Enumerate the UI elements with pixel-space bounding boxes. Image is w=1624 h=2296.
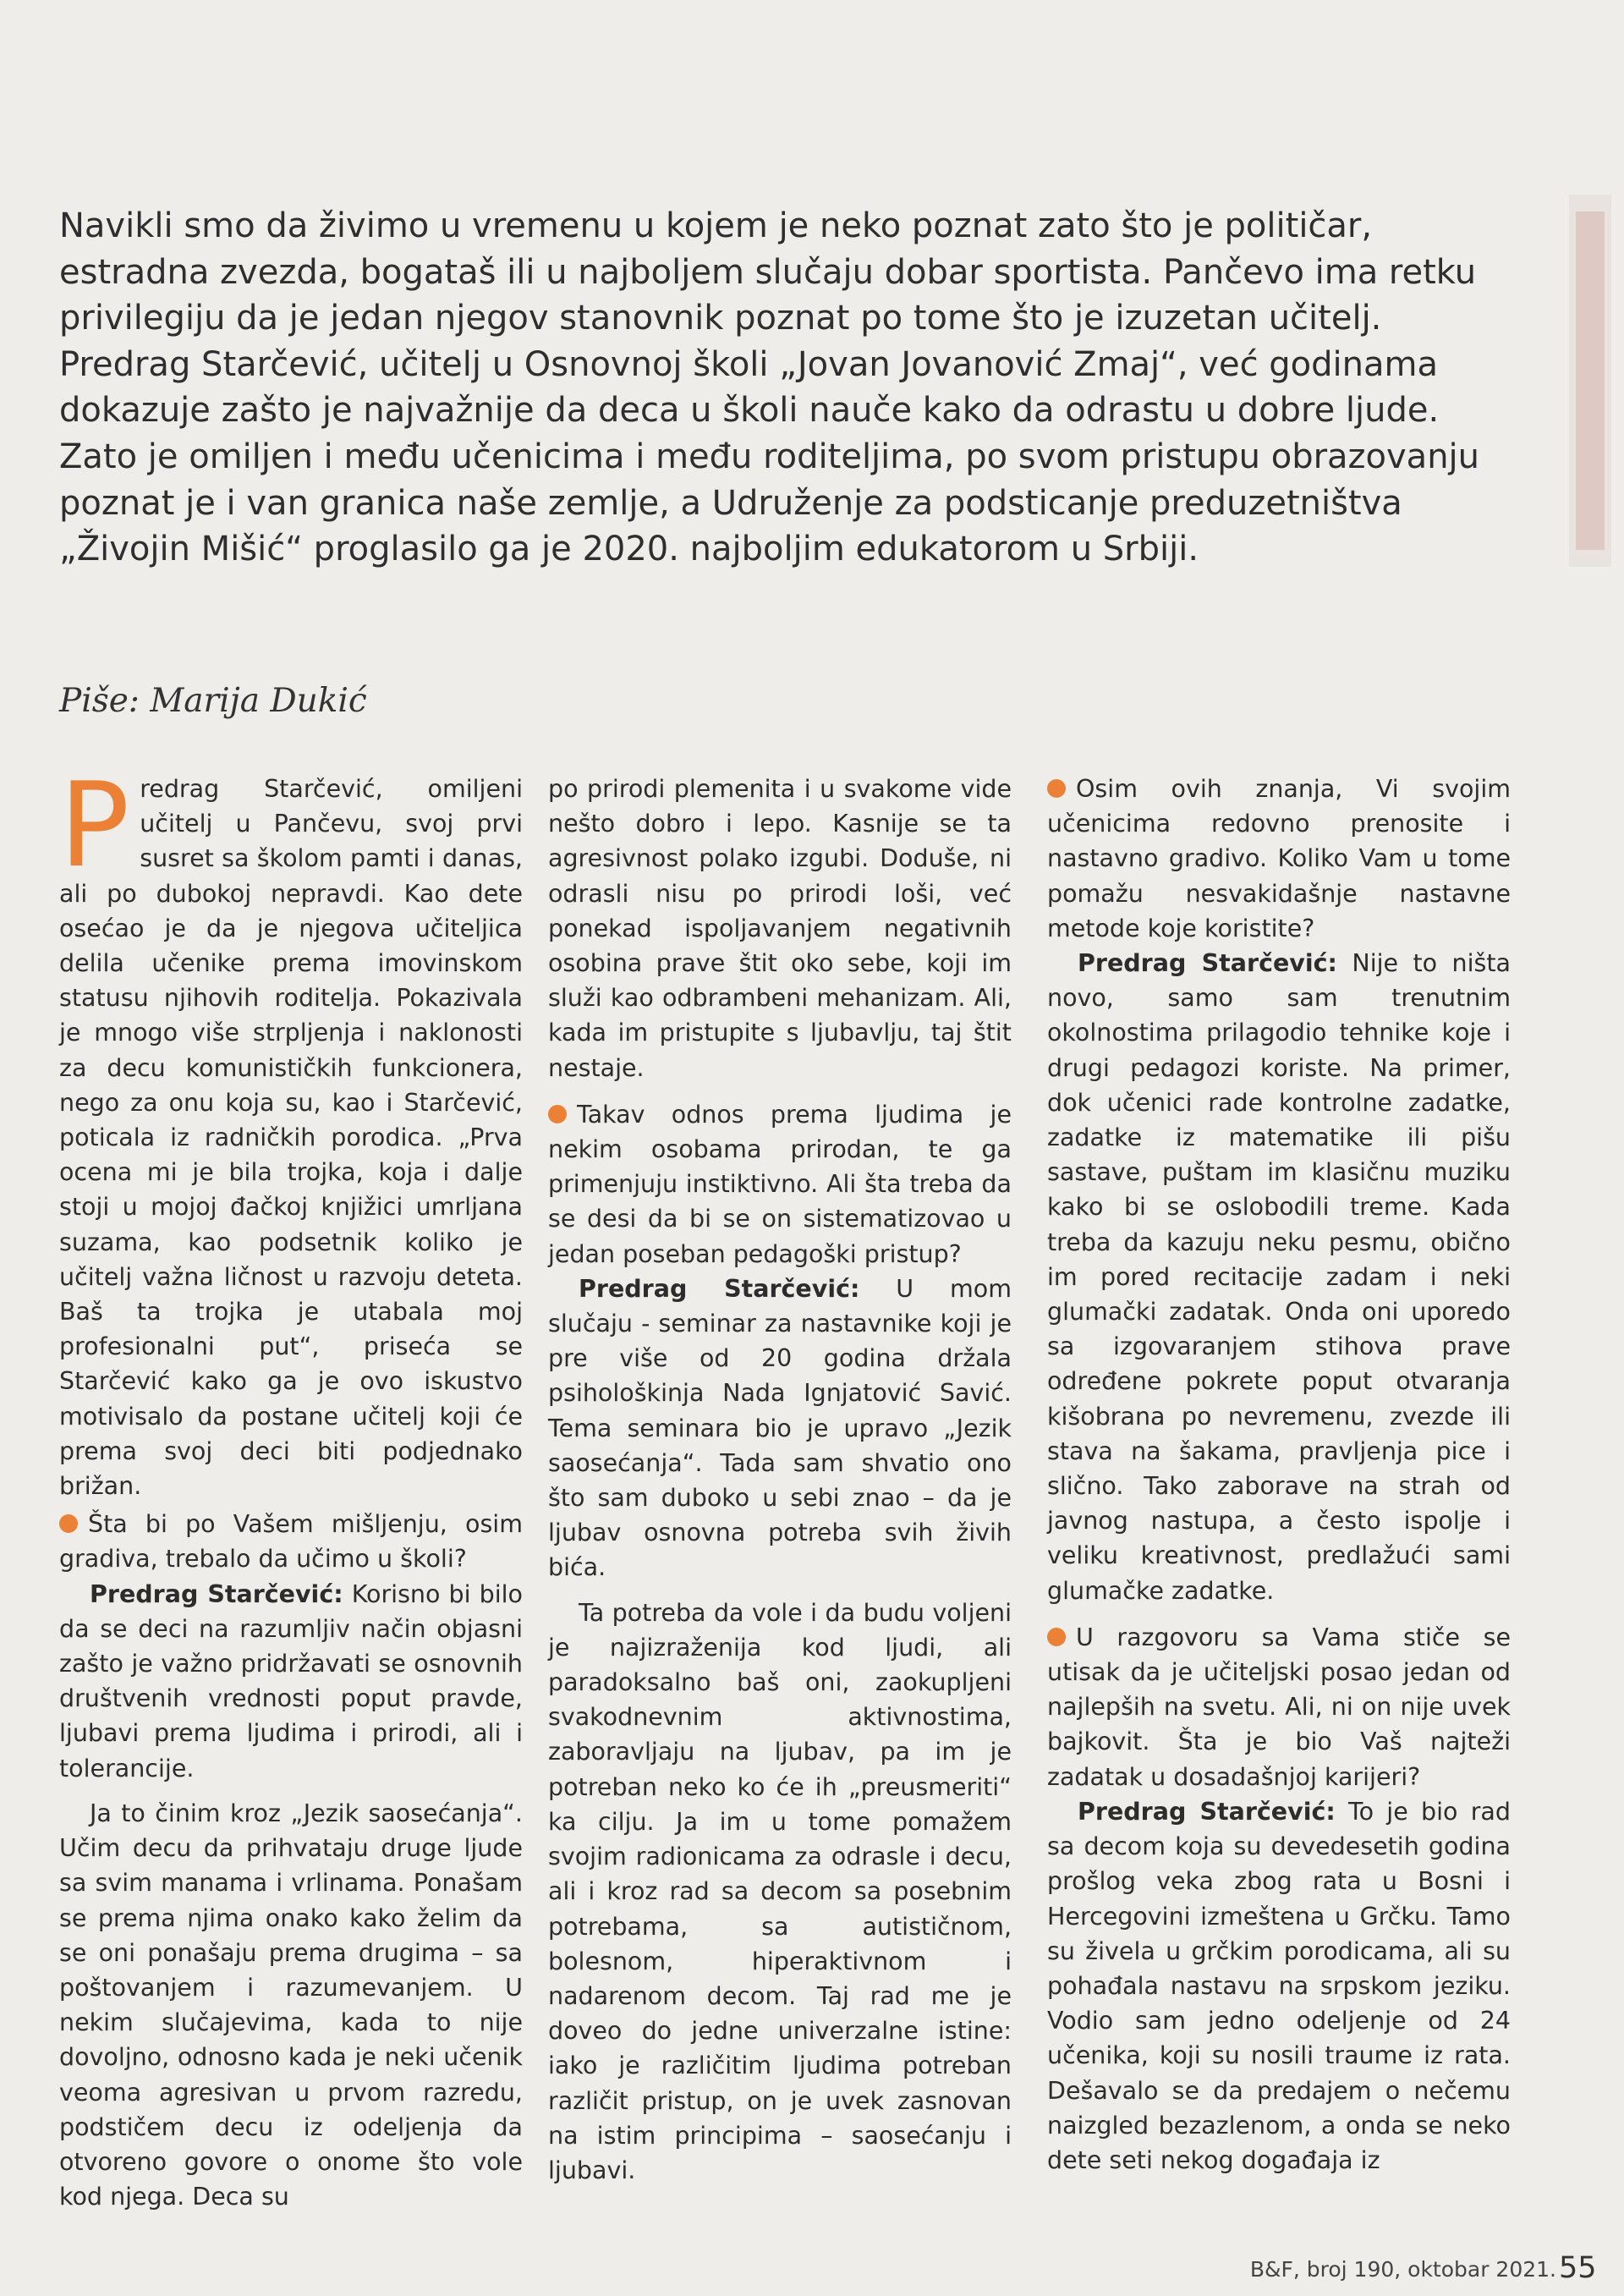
byline: Piše: Marija Dukić	[59, 682, 367, 720]
orange-bullet-icon	[1047, 1628, 1066, 1646]
orange-bullet-icon	[59, 1514, 78, 1533]
adjacent-page-edge	[1569, 195, 1611, 567]
column-2	[548, 772, 1012, 2188]
column-3	[1047, 772, 1511, 2178]
question	[1047, 1620, 1511, 1794]
question	[548, 1097, 1012, 1272]
intro-text: redrag Starčević, omiljeni učitelj u Pančevu, svoj prvi susret sa školom pamti i danas, ali po dubokoj nepravdi. Kao dete osećao je da je njegova učiteljica delila učenike prema imovinskom statusu njihovih roditelja. Pokazivala je mnogo više strpljenja i naklonosti za decu komunističkih funkcionera, nego za onu koja su, kao i Starčević, poticala iz radničkih porodica. „Prva ocena mi je bila trojka, koja i dalje stoji u mojoj đačkoj knjižici umrljana suzama, kao podsetnik koliko je učitelj važna ličnost u razvoju deteta. Baš ta trojka je utabala moj profesionalni put“, priseća se Starčević kako ga je ovo iskustvo motivisalo da postane učitelj koji će prema svoj deci biti podjednako brižan.	[59, 775, 523, 1501]
orange-bullet-icon	[548, 1105, 567, 1123]
speaker-label: Predrag Starčević:	[1078, 949, 1337, 978]
question	[59, 1507, 523, 1576]
intro-paragraph	[59, 757, 523, 1503]
article-lead: Navikli smo da živimo u vremenu u kojem je neko poznat zato što je političar, estradna zvezda, bogataš ili u najboljem slučaju dobar sportista. Pančevo ima retku privilegiju da je jedan njegov stanovnik poznat po tome što je izuzetan učitelj. Predrag Starčević, učitelj u Osnovnoj školi „Jovan Jovanović Zmaj“, već godinama dokazuje zašto je najvažnije da deca u školi nauče kako da odrastu u dobre ljude. Zato je omiljen i među učenicima i među roditeljima, po svom pristupu obrazovanju poznat je i van granica naše zemlje, a Udruženje za podsticanje preduzetništva „Živojin Mišić“ proglasilo ga je 2020. najboljim edukatorom u Srbiji.	[59, 206, 1480, 569]
speaker-label: Predrag Starčević:	[579, 1274, 860, 1303]
issue-footer: B&F, broj 190, oktobar 2021.	[1249, 2257, 1556, 2282]
adjacent-page-title-bleed	[1576, 211, 1605, 550]
column-1	[59, 757, 523, 2214]
page-number: 55	[1559, 2251, 1597, 2285]
question-text: Takav odnos prema ljudima je nekim osobama prirodan, te ga primenjuju instiktivno. Ali šta treba da se desi da bi se on sistematizovao u jedan poseban pedagoški pristup?	[548, 1100, 1012, 1268]
speaker-label: Predrag Starčević:	[90, 1579, 343, 1608]
body-paragraph: Ta potreba da vole i da budu voljeni je najizraženija kod ljudi, ali paradoksalno baš oni, zaokupljeni svakodnevnim aktivnostima, zaboravljaju na ljubav, pa im je potreban neko ko će ih „preusmeriti“ ka cilju. Ja im u tome pomažem svojim radionicama za odrasle i decu, ali i kroz rad sa decom sa posebnim potrebama, sa autističnom, bolesnom, hiperaktivnom i nadarenom decom. Taj rad me je doveo do jedne univerzalne istine: iako je različitim ljudima potreban različit pristup, on je uvek zasnovan na istim principima – saosećanju i ljubavi.	[548, 1598, 1012, 2184]
body-paragraph: Ja to činim kroz „Jezik saosećanja“. Učim decu da prihvataju druge ljude sa svim manama i vrlinama. Ponašam se prema njima onako kako želim da se oni ponašaju prema drugima – sa poštovanjem i razumevanjem. U nekim slučajevima, kada to nije dovoljno, odnosno kada je neki učenik veoma agresivan u prvom razredu, podstičem decu iz odeljenja da otvoreno govore o onome što vole kod njega. Deca su	[59, 1799, 523, 2211]
drop-cap: P	[59, 757, 130, 893]
speaker-label: Predrag Starčević:	[1078, 1797, 1336, 1826]
question	[1047, 772, 1511, 946]
answer	[548, 1272, 1012, 1585]
body-paragraph: po prirodi plemenita i u svakome vide nešto dobro i lepo. Kasnije se ta agresivnost polako izgubi. Doduše, ni odrasli nisu po prirodi loši, već ponekad ispoljavanjem negativnih osobina prave štit oko sebe, koji im služi kao odbrambeni mehanizam. Ali, kada im pristupite s ljubavlju, taj štit nestaje.	[548, 775, 1012, 1082]
answer	[59, 1577, 523, 1786]
question-text: Osim ovih znanja, Vi svojim učenicima redovno prenosite i nastavno gradivo. Koliko Vam u tome pomažu nesvakidašnje nastavne metode koje koristite?	[1047, 775, 1511, 942]
orange-bullet-icon	[1047, 779, 1066, 798]
answer	[1047, 946, 1511, 1608]
question-text: U razgovoru sa Vama stiče se utisak da je učiteljski posao jedan od najlepših na svetu. Ali, ni on nije uvek bajkovit. Šta je bio Vaš najteži zadatak u dosadašnjoj karijeri?	[1047, 1623, 1511, 1791]
answer-text: To je bio rad sa decom koja su devedesetih godina prošlog veka zbog rata u Bosni i Hercegovini izmeštena u Grčku. Tamo su živela u grčkim porodicama, ali su pohađala nastavu na srpskom jeziku. Vodio sam jedno odeljenje od 24 učenika, koji su nosili traume iz rata. Dešavalo se da predajem o nečemu naizgled bezazlenom, a onda se neko dete seti nekog događaja iz	[1047, 1797, 1511, 2174]
question-text: Šta bi po Vašem mišljenju, osim gradiva, trebalo da učimo u školi?	[59, 1510, 523, 1574]
answer-text: U mom slučaju - seminar za nastavnike koji je pre više od 20 godina držala psihološkinja Nada Ignjatović Savić. Tema seminara bio je upravo „Jezik saosećanja“. Tada sam shvatio ono što sam duboko u sebi znao – da je ljubav osnovna potreba svih živih bića.	[548, 1274, 1012, 1582]
answer-text: Nije to ništa novo, samo sam trenutnim okolnostima prilagodio tehnike koje i drugi pedagozi koriste. Na primer, dok učenici rade kontrolne zadatke, zadatke iz matematike ili pišu sastave, puštam im klasičnu muziku kako bi se oslobodili treme. Kada treba da kazuju neku pesmu, obično im pored recitacije zadam i neki glumački zadatak. Onda oni uporedo sa izgovaranjem stihova prave određene pokrete poput otvaranja kišobrana po nevremenu, zvezde ili stava na šakama, pravljenja pice i slično. Tako zaborave na strah od javnog nastupa, a često ispolje i veliku kreativnost, predlažući sami glumačke zadatke.	[1047, 949, 1512, 1605]
answer	[1047, 1794, 1511, 2178]
answer-text: Korisno bi bilo da se deci na razumljiv način objasni zašto je važno pridržavati se osnovnih društvenih vrednosti poput pravde, ljubavi prema ljudima i prirodi, ali i tolerancije.	[59, 1579, 523, 1782]
